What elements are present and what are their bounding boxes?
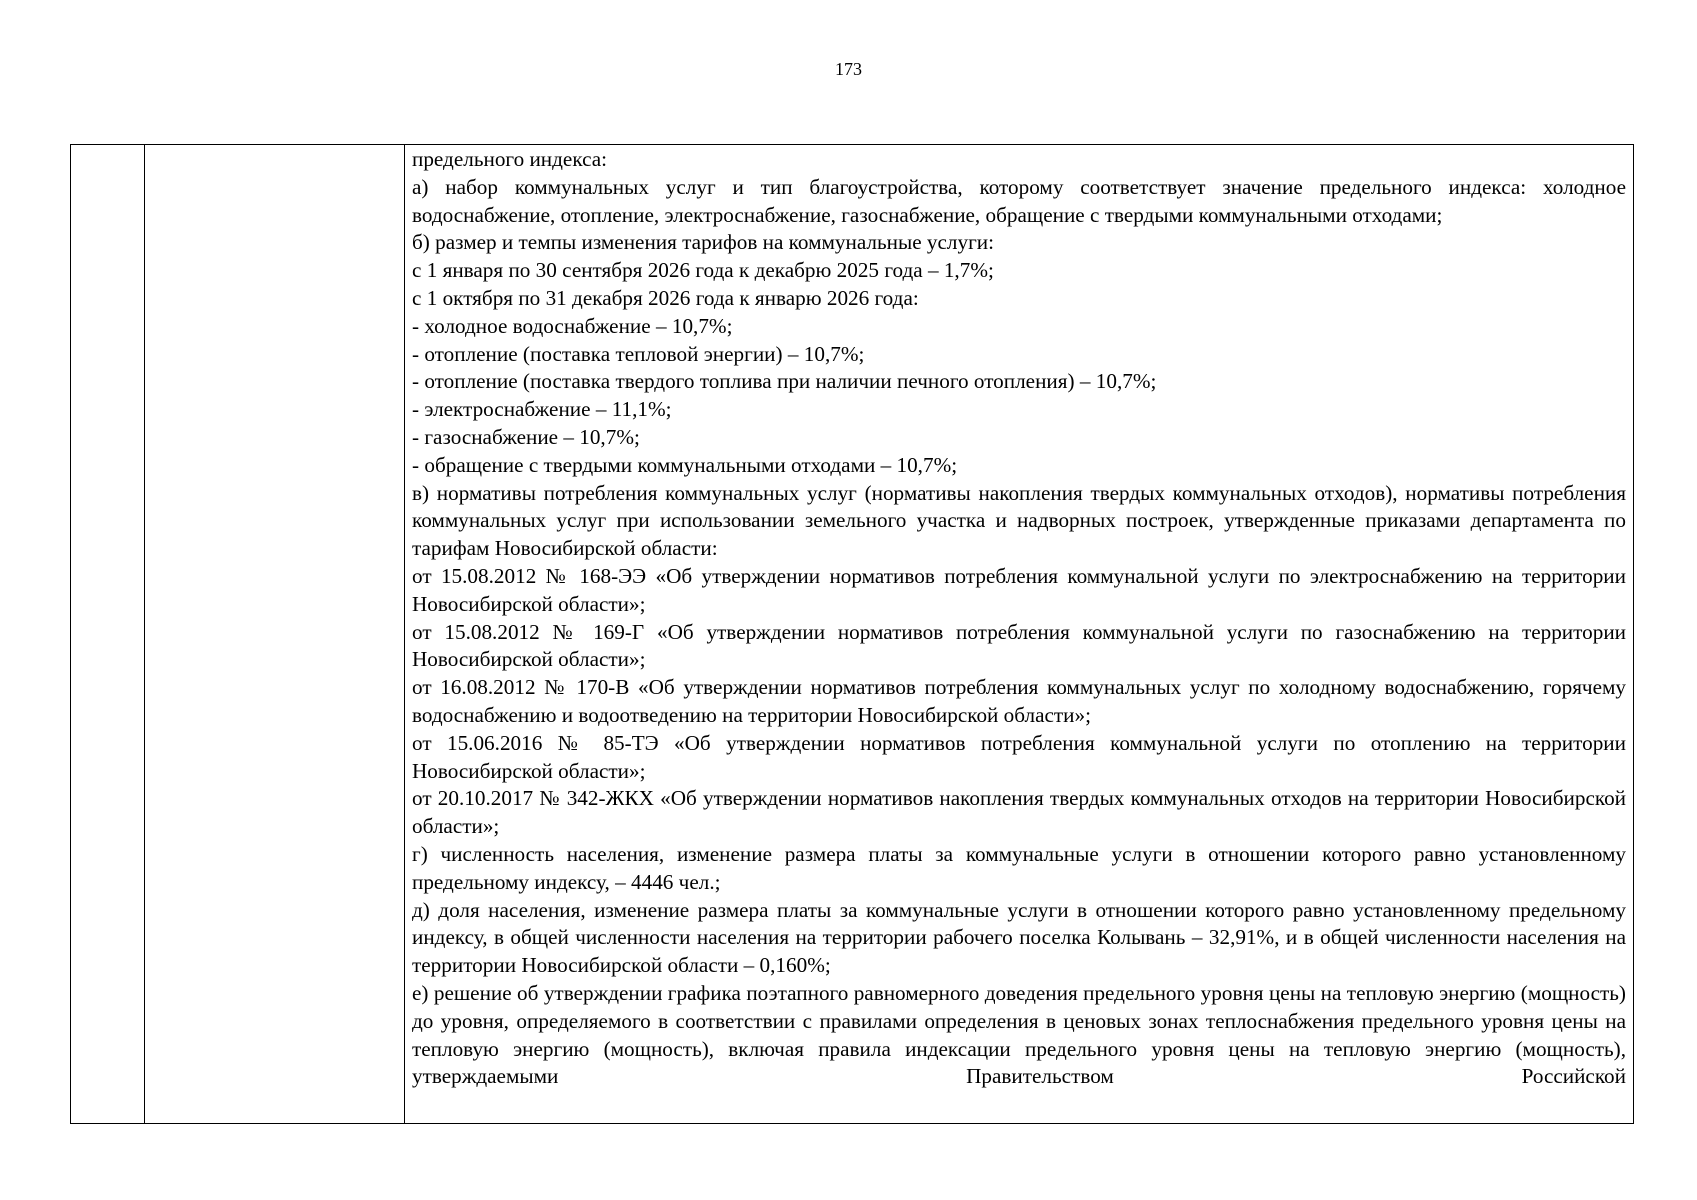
- list-item: - электроснабжение – 11,1%;: [412, 397, 672, 422]
- list-item: - отопление (поставка твердого топлива при наличии печного отопления) – 10,7%;: [412, 369, 1157, 394]
- paragraph: д) доля населения, изменение размера платы за коммунальные услуги в отношении которого равно установленному предельному индексу, в общей численности населения на территории рабочего поселка Колывань – 32,91%, и в общей численности населения на территории Новосибирской области – 0,160%;: [412, 897, 1626, 978]
- paragraph: от 20.10.2017 № 342-ЖКХ «Об утверждении нормативов накопления твердых коммунальных отходов на территории Новосибирской области»;: [412, 786, 1626, 839]
- list-item: - холодное водоснабжение – 10,7%;: [412, 313, 733, 338]
- table-row: [71, 145, 1634, 1124]
- paragraph: от 16.08.2012 № 170-В «Об утверждении нормативов потребления коммунальных услуг по холодному водоснабжению, горячему водоснабжению и водоотведению на территории Новосибирской области»;: [412, 675, 1626, 727]
- paragraph: г) численность населения, изменение размера платы за коммунальные услуги в отношении которого равно установленному предельному индексу, – 4446 чел.;: [412, 841, 1626, 894]
- paragraph: с 1 января по 30 сентября 2026 года к декабрю 2025 года – 1,7%;: [412, 258, 994, 283]
- paragraph: а) набор коммунальных услуг и тип благоустройства, которому соответствует значение предельного индекса: холодное водоснабжение, отопление, электроснабжение, газоснабжение, обращение с твердыми коммунальными отходами;: [412, 174, 1626, 227]
- paragraph: от 15.08.2012 № 168-ЭЭ «Об утверждении нормативов потребления коммунальной услуги по электроснабжению на территории Новосибирской области»;: [412, 563, 1626, 616]
- list-item: - газоснабжение – 10,7%;: [412, 424, 640, 449]
- paragraph: предельного индекса:: [412, 147, 608, 171]
- list-item: - обращение с твердыми коммунальными отходами – 10,7%;: [412, 452, 958, 477]
- list-item: - отопление (поставка тепловой энергии) – 10,7%;: [412, 341, 865, 366]
- table-cell-content: [405, 145, 1634, 1124]
- paragraph: б) размер и темпы изменения тарифов на коммунальные услуги:: [412, 230, 995, 255]
- paragraph: от 15.08.2012 № 169-Г «Об утверждении нормативов потребления коммунальной услуги по газоснабжению на территории Новосибирской области»;: [412, 619, 1626, 672]
- paragraph: от 15.06.2016 № 85-ТЭ «Об утверждении нормативов потребления коммунальной услуги по отоплению на территории Новосибирской области»;: [412, 730, 1626, 783]
- paragraph: в) нормативы потребления коммунальных услуг (нормативы накопления твердых коммунальных отходов), нормативы потребления коммунальных услуг при использовании земельного участка и надворных построек, утвержденные приказами департамента по тарифам Новосибирской области:: [412, 480, 1626, 561]
- page-number: 173: [835, 59, 862, 79]
- table-cell-title: [145, 145, 405, 1124]
- document-table: [70, 144, 1634, 1124]
- paragraph: с 1 октября по 31 декабря 2026 года к январю 2026 года:: [412, 285, 919, 310]
- table-cell-number: [71, 145, 145, 1124]
- paragraph: е) решение об утверждении графика поэтапного равномерного доведения предельного уровня цены на тепловую энергию (мощность) до уровня, определяемого в соответствии с правилами определения в ценовых зонах теплоснабжения предельного уровня цены на тепловую энергию (мощность), включая правила индексации предельного уровня цены на тепловую энергию (мощность), утверждаемыми Правительством Российской: [412, 980, 1626, 1089]
